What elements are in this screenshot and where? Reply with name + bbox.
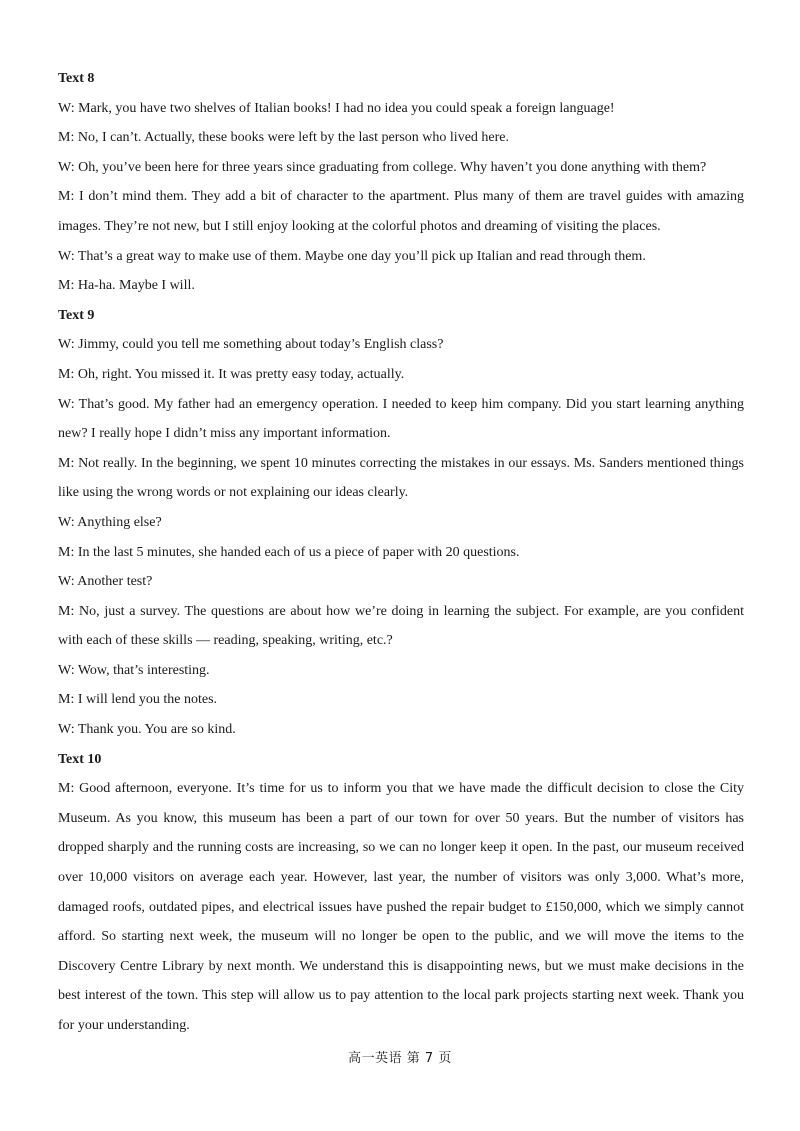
dialogue-line: M: Oh, right. You missed it. It was pretty easy today, actually.: [58, 366, 405, 382]
dialogue-line: M: No, I can’t. Actually, these books were left by the last person who lived here.: [58, 130, 509, 146]
section-title: Text 9: [58, 307, 95, 323]
transcript-section: [58, 745, 744, 1041]
dialogue-line: W: Wow, that’s interesting.: [58, 662, 210, 678]
dialogue-line: M: I will lend you the notes.: [58, 692, 218, 708]
dialogue-line: M: In the last 5 minutes, she handed each of us a piece of paper with 20 questions.: [58, 544, 520, 560]
dialogue-line: M: Ha-ha. Maybe I will.: [58, 278, 195, 294]
dialogue-line: W: Mark, you have two shelves of Italian books! I had no idea you could speak a foreign language!: [58, 100, 615, 116]
transcript-page: [58, 64, 744, 1041]
page-footer: 高一英语 第 7 页: [348, 1051, 452, 1066]
dialogue-line: W: Thank you. You are so kind.: [58, 722, 236, 738]
section-title: Text 8: [58, 71, 95, 86]
transcript-section: [58, 301, 744, 745]
dialogue-line: W: That’s a great way to make use of them. Maybe one day you’ll pick up Italian and read through them.: [58, 248, 646, 264]
dialogue-line: W: That’s good. My father had an emergency operation. I needed to keep him company. Did you start learning anything new? I really hope I didn’t miss any important information.: [58, 396, 744, 442]
dialogue-line: W: Anything else?: [58, 514, 162, 530]
dialogue-line: W: Another test?: [58, 574, 153, 590]
dialogue-line: M: No, just a survey. The questions are about how we’re doing in learning the subject. For example, are you confident with each of these skills — reading, speaking, writing, etc.?: [58, 603, 744, 649]
dialogue-line: M: Not really. In the beginning, we spent 10 minutes correcting the mistakes in our essays. Ms. Sanders mentioned things like using the wrong words or not explaining our ideas clearly.: [58, 455, 744, 501]
section-title: Text 10: [58, 751, 102, 767]
dialogue-line: W: Oh, you’ve been here for three years since graduating from college. Why haven’t you done anything with them?: [58, 159, 707, 175]
transcript-section: [58, 64, 744, 301]
dialogue-line: W: Jimmy, could you tell me something about today’s English class?: [58, 337, 444, 353]
dialogue-line: M: I don’t mind them. They add a bit of character to the apartment. Plus many of them are travel guides with amazing images. They’re not new, but I still enjoy looking at the colorful photos and dreaming of visiting the places.: [58, 189, 744, 234]
monologue-paragraph: M: Good afternoon, everyone. It’s time for us to inform you that we have made the difficult decision to close the City Museum. As you know, this museum has been a part of our town for over 50 years. But the number of visitors has dropped sharply and the running costs are increasing, so we can no longer keep it open. In the past, our museum received over 10,000 visitors on average each year. However, last year, the number of visitors was only 3,000. What’s more, damaged roofs, outdated pipes, and electrical issues have pushed the repair budget to £150,000, which we simply cannot afford. So starting next week, the museum will no longer be open to the public, and we will move the items to the Discovery Centre Library by next month. We understand this is disappointing news, but we must make decisions in the best interest of the town. This step will allow us to pay attention to the local park projects starting next week. Thank you for your understanding.: [58, 781, 744, 1033]
